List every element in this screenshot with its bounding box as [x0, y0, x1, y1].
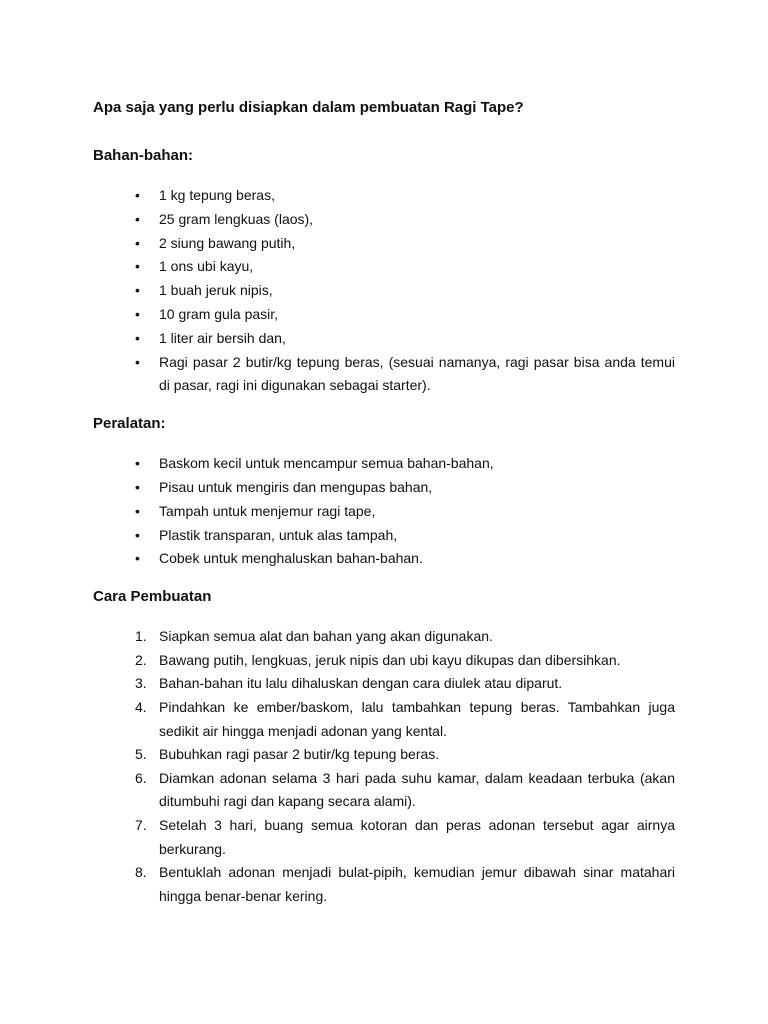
step-text: Setelah 3 hari, buang semua kotoran dan peras adonan tersebut agar airnya berkurang. — [159, 816, 675, 857]
step-number: 6. — [135, 769, 147, 786]
step-text: Pindahkan ke ember/baskom, lalu tambahkan tepung beras. Tambahkan juga sedikit air hingga menjadi adonan yang kental. — [159, 698, 675, 739]
peralatan-list — [93, 452, 675, 571]
list-item: • Pisau untuk mengiris dan mengupas bahan, — [93, 476, 675, 500]
document-page — [93, 96, 675, 908]
bullet-icon: • — [135, 329, 140, 346]
step-item — [93, 814, 675, 861]
list-item: • Baskom kecil untuk mencampur semua bahan-bahan, — [93, 452, 675, 476]
bullet-icon: • — [135, 502, 140, 519]
list-item: • Cobek untuk menghaluskan bahan-bahan. — [93, 547, 675, 571]
step-number: 5. — [135, 746, 147, 763]
bullet-icon: • — [135, 282, 140, 299]
heading-peralatan: Peralatan: — [93, 415, 166, 433]
list-item: • 2 siung bawang putih, — [93, 232, 675, 256]
step-text: Siapkan semua alat dan bahan yang akan digunakan. — [159, 628, 493, 645]
list-item: • 1 ons ubi kayu, — [93, 255, 675, 279]
step-number: 8. — [135, 864, 147, 881]
step-item — [93, 672, 675, 696]
step-item — [93, 696, 675, 743]
step-number: 7. — [135, 816, 147, 833]
bullet-icon: • — [135, 526, 140, 543]
step-item — [93, 767, 675, 814]
bullet-icon: • — [135, 305, 140, 322]
bahan-list — [93, 184, 675, 398]
bullet-icon: • — [135, 210, 140, 227]
list-item: • 10 gram gula pasir, — [93, 303, 675, 327]
heading-cara-pembuatan: Cara Pembuatan — [93, 588, 212, 606]
step-number: 2. — [135, 651, 147, 668]
heading-bahan: Bahan-bahan: — [93, 147, 194, 164]
bullet-icon: • — [135, 187, 140, 203]
step-text: Bahan-bahan itu lalu dihaluskan dengan cara diulek atau diparut. — [159, 675, 563, 692]
bullet-icon: • — [135, 478, 140, 495]
step-number: 1. — [135, 628, 147, 645]
step-text: Bubuhkan ragi pasar 2 butir/kg tepung beras. — [159, 746, 440, 763]
list-item: • 1 liter air bersih dan, — [93, 327, 675, 351]
list-item: • 1 buah jeruk nipis, — [93, 279, 675, 303]
step-item — [93, 625, 675, 649]
step-number: 4. — [135, 698, 147, 715]
step-text: Diamkan adonan selama 3 hari pada suhu kamar, dalam keadaan terbuka (akan ditumbuhi ragi dan kapang secara alami). — [159, 769, 675, 810]
list-item: • 1 kg tepung beras, — [93, 184, 675, 208]
list-item: • Plastik transparan, untuk alas tampah, — [93, 524, 675, 548]
list-item: • 25 gram lengkuas (laos), — [93, 208, 675, 232]
bullet-icon: • — [135, 455, 140, 472]
bullet-icon: • — [135, 234, 140, 251]
step-item — [93, 743, 675, 767]
step-item — [93, 861, 675, 908]
step-text: Bawang putih, lengkuas, jeruk nipis dan ubi kayu dikupas dan dibersihkan. — [159, 651, 621, 668]
bullet-icon: • — [135, 353, 140, 370]
list-item: • Tampah untuk menjemur ragi tape, — [93, 500, 675, 524]
step-number: 3. — [135, 675, 147, 692]
bullet-icon: • — [135, 550, 140, 567]
step-item — [93, 649, 675, 673]
step-text: Bentuklah adonan menjadi bulat-pipih, kemudian jemur dibawah sinar matahari hingga benar-benar kering. — [159, 864, 675, 904]
list-item: • Ragi pasar 2 butir/kg tepung beras, (sesuai namanya, ragi pasar bisa anda temui di pasar, ragi ini digunakan sebagai starter). — [93, 351, 675, 399]
steps-list — [93, 625, 675, 908]
bullet-icon: • — [135, 258, 140, 275]
document-question: Apa saja yang perlu disiapkan dalam pembuatan Ragi Tape? — [93, 99, 524, 116]
